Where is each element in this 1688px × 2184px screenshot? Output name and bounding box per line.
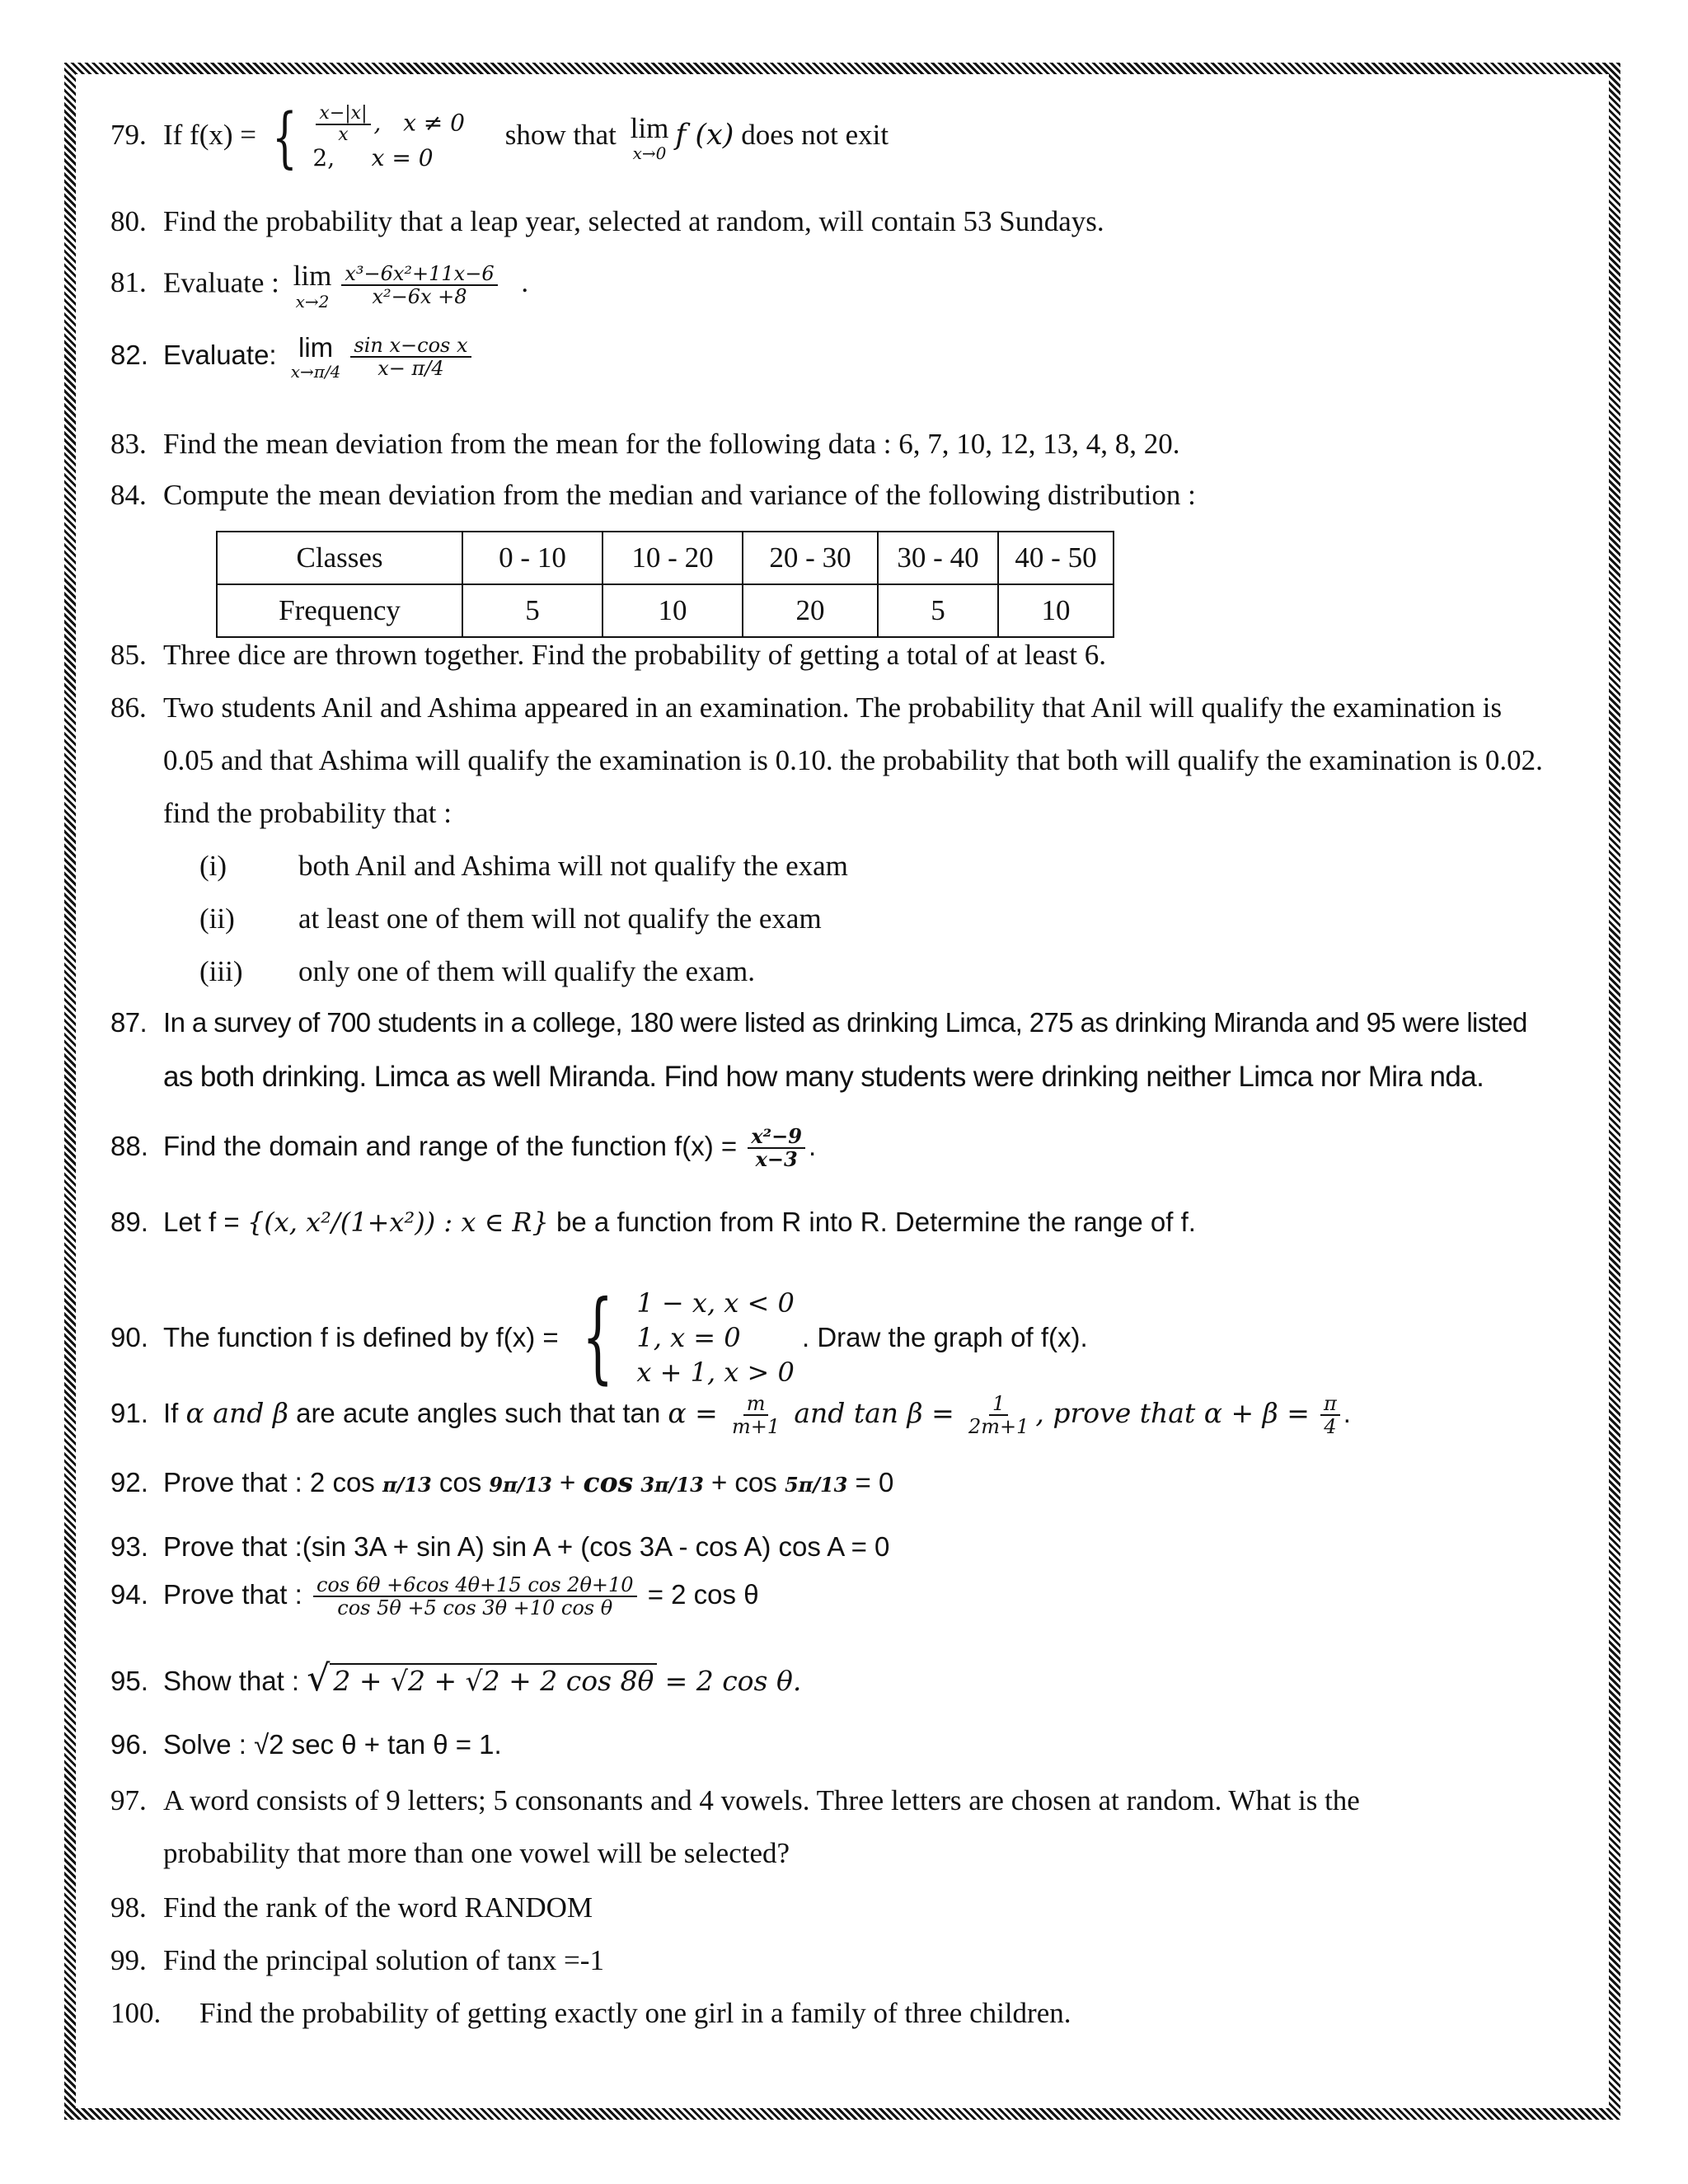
q82-numerator: sin x−cos x [350,335,471,358]
q79-lead: If f(x) = [163,119,257,152]
q96-lead: Solve : [163,1729,246,1760]
question-97 [110,1782,1360,1820]
question-number: 91. [110,1398,148,1429]
q96-expr: √2 sec θ + tan θ = 1. [254,1729,502,1760]
q84-text: Compute the mean deviation from the median and variance of the following distribution : [163,479,1196,511]
q92-lead: Prove that : 2 cos [163,1467,375,1497]
question-85 [110,636,1106,674]
table-cell: 20 - 30 [743,532,878,584]
distribution-table [216,531,1114,638]
q95-lead: Show that : [163,1666,300,1696]
q89-lead: Let f = [163,1207,240,1237]
question-number: 94. [110,1579,148,1610]
q79-case1-numerator: x−|x| [316,104,370,125]
sqrt-icon: √ [307,1657,331,1699]
q91-frac2-den: 2m+1 [968,1415,1029,1439]
q86-line1: Two students Anil and Ashima appeared in an examination. The probability that Anil will qualify the examination is [163,691,1503,724]
list-item: only one of them will qualify the exam. [298,955,756,987]
q90-tail: . Draw the graph of f(x). [802,1322,1088,1352]
q90-lead: The function f is defined by f(x) = [163,1322,559,1352]
q82-lim-sub: x→π/4 [290,362,341,382]
question-99 [110,1942,604,1980]
q79-case1-denominator: x [338,124,349,146]
q81-denominator: x²−6x +8 [372,285,467,309]
question-number: 83. [110,428,147,460]
q97-line2: probability that more than one vowel will be selected? [163,1837,790,1869]
q99-text: Find the principal solution of tanx =-1 [163,1944,604,1976]
q92-arg-a: π/13 [382,1473,432,1497]
question-number: 86. [110,691,147,724]
question-91 [110,1393,1351,1438]
table-cell: 10 [603,584,743,637]
q88-denominator: x−3 [755,1147,798,1172]
question-number: 95. [110,1666,148,1696]
q95-expr: 2 + √2 + √2 + 2 cos 8θ [330,1663,657,1697]
question-88 [110,1126,816,1171]
table-cell: 0 - 10 [462,532,603,584]
table-cell: 30 - 40 [878,532,998,584]
left-brace: { [581,1280,614,1394]
q91-frac2-num: 1 [989,1393,1008,1416]
question-number: 99. [110,1944,147,1976]
question-86 [110,689,1502,727]
q81-lim-sub: x→2 [295,291,330,312]
q92-arg-b: 9π/13 [489,1473,552,1497]
question-98 [110,1889,593,1927]
q81-numerator: x³−6x²+11x−6 [341,263,497,286]
q91-frac1-den: m+1 [732,1415,781,1439]
q92-arg-d: 5π/13 [784,1473,848,1497]
table-cell: 5 [878,584,998,637]
q92-eq: = 0 [855,1467,894,1497]
table-row [217,584,1114,637]
q79-lim-sub: x→0 [632,143,667,164]
q83-text: Find the mean deviation from the mean for the following data : 6, 7, 10, 12, 13, 4, 8, 20. [163,428,1180,460]
question-number: 90. [110,1322,148,1352]
q86-line2: 0.05 and that Ashima will qualify the examination is 0.10. the probability that both will qualify the examination is 0.02. [163,744,1543,776]
q90-case1: 1 − x, x < 0 [636,1287,795,1319]
table-row-label: Classes [217,532,462,584]
table-cell: 10 - 20 [603,532,743,584]
q91-frac3-num: π [1320,1393,1340,1416]
q92-plus: + [560,1467,576,1497]
list-item: at least one of them will not qualify the exam [298,902,822,935]
question-number: 85. [110,639,147,671]
q100-text: Find the probability of getting exactly one girl in a family of three children. [199,1997,1071,2029]
q91-expr1: α and β [185,1397,288,1430]
q79-case1-condition: x ≠ 0 [403,109,465,137]
q91-lead: If [163,1398,179,1429]
q89-tail: be a function from R into R. Determine the range of f. [556,1207,1196,1237]
q94-lead: Prove that : [163,1579,302,1610]
q86-line3: find the probability that : [163,797,452,829]
q92-plus-2: + [710,1467,728,1497]
q92-arg-c: 3π/13 [640,1473,704,1497]
list-item-label: (iii) [199,955,243,987]
q80-text: Find the probability that a leap year, selected at random, will contain 53 Sundays. [163,205,1104,237]
question-93 [110,1528,889,1566]
q79-fx: f (x) [675,119,734,152]
q85-text: Three dice are thrown together. Find the probability of getting a total of at least 6. [163,639,1106,671]
question-number: 79. [110,119,147,152]
q90-cases [636,1286,794,1390]
question-number: 96. [110,1729,148,1760]
question-100 [110,1994,1071,2032]
q91-mid: are acute angles such that tan [296,1398,661,1429]
question-79 [110,99,889,176]
question-94 [110,1574,759,1619]
table-row [217,532,1114,584]
q79-cases: $\frac{x-|x|}{x}$ , x ≠ 0 2, x = 0 [312,103,465,172]
question-number: 89. [110,1207,148,1237]
q94-numerator: cos 6θ +6cos 4θ+15 cos 2θ+10 [313,1574,637,1597]
table-cell: 5 [462,584,603,637]
question-number: 92. [110,1467,148,1497]
q90-case3: x + 1, x > 0 [636,1357,795,1388]
q91-expr3: and tan β = [794,1397,954,1430]
question-number: 81. [110,266,147,299]
list-item-label: (i) [199,850,227,882]
question-number: 100. [110,1997,162,2029]
question-92 [110,1464,893,1504]
table-cell: 40 - 50 [998,532,1114,584]
table-cell: 10 [998,584,1114,637]
q81-lim: lim [293,260,332,292]
q92-cos: cos [438,1467,482,1497]
q79-lim: lim [630,111,669,144]
q88-tail: . [809,1131,817,1162]
q81-tail: . [521,266,529,299]
list-item-label: (ii) [199,902,235,935]
left-brace: { [271,99,298,176]
q87-line1: In a survey of 700 students in a college, 180 were listed as drinking Limca, 275 as drinking Miranda and 95 were listed [163,1007,1527,1038]
question-87 [110,1004,1527,1042]
q82-lim: lim [298,332,334,363]
q93-text: Prove that :(sin 3A + sin A) sin A + (cos 3A - cos A) cos A = 0 [163,1531,890,1562]
question-number: 82. [110,339,148,370]
question-number: 80. [110,205,147,237]
question-95 [110,1657,802,1700]
question-90 [110,1280,1088,1394]
q98-text: Find the rank of the word RANDOM [163,1891,593,1924]
q91-tail: . [1343,1398,1351,1429]
question-number: 88. [110,1131,148,1162]
q88-lead: Find the domain and range of the function f(x) = [163,1131,738,1162]
question-82 [110,333,475,381]
q92-bold-cos: cos [583,1466,634,1498]
q79-case2-condition: x = 0 [371,144,434,172]
q91-expr4: , prove that α + β = [1035,1397,1310,1430]
question-96 [110,1726,502,1764]
q79-case2-value: 2, [312,144,335,172]
q97-line1: A word consists of 9 letters; 5 consonants and 4 vowels. Three letters are chosen at random. What is the [163,1784,1360,1816]
q90-case2: 1, x = 0 [636,1322,741,1353]
q91-expr2: α = [668,1397,718,1430]
q95-tail: = 2 cos θ. [664,1665,802,1697]
question-number: 84. [110,479,147,511]
q89-set: {(x, x²/(1+x²)) : x ∈ R} [246,1207,549,1238]
question-81 [110,260,528,311]
q82-lead: Evaluate: [163,339,277,370]
question-89 [110,1203,1196,1241]
q87-line2: as both drinking. Limca as well Miranda. Find how many students were drinking neither Limca nor Mira nda. [163,1061,1484,1093]
question-number: 97. [110,1784,147,1816]
question-84 [110,476,1196,514]
q94-tail: = 2 cos θ [647,1579,759,1610]
table-row-label: Frequency [217,584,462,637]
question-number: 93. [110,1531,148,1562]
q91-frac3-den: 4 [1324,1415,1337,1439]
question-number: 98. [110,1891,147,1924]
q82-denominator: x− π/4 [377,357,444,381]
table-cell: 20 [743,584,878,637]
q92-cos-2: cos [734,1467,777,1497]
q81-lead: Evaluate : [163,266,279,299]
question-83 [110,425,1180,463]
q88-numerator: x²−9 [748,1126,805,1149]
q79-tail-b: does not exit [741,119,889,152]
q79-tail-a: show that [504,119,617,152]
question-number: 87. [110,1007,148,1038]
list-item: both Anil and Ashima will not qualify the exam [298,850,848,882]
q94-denominator: cos 5θ +5 cos 3θ +10 cos θ [337,1596,613,1620]
question-80 [110,203,1104,241]
q91-frac1-num: m [743,1393,769,1416]
